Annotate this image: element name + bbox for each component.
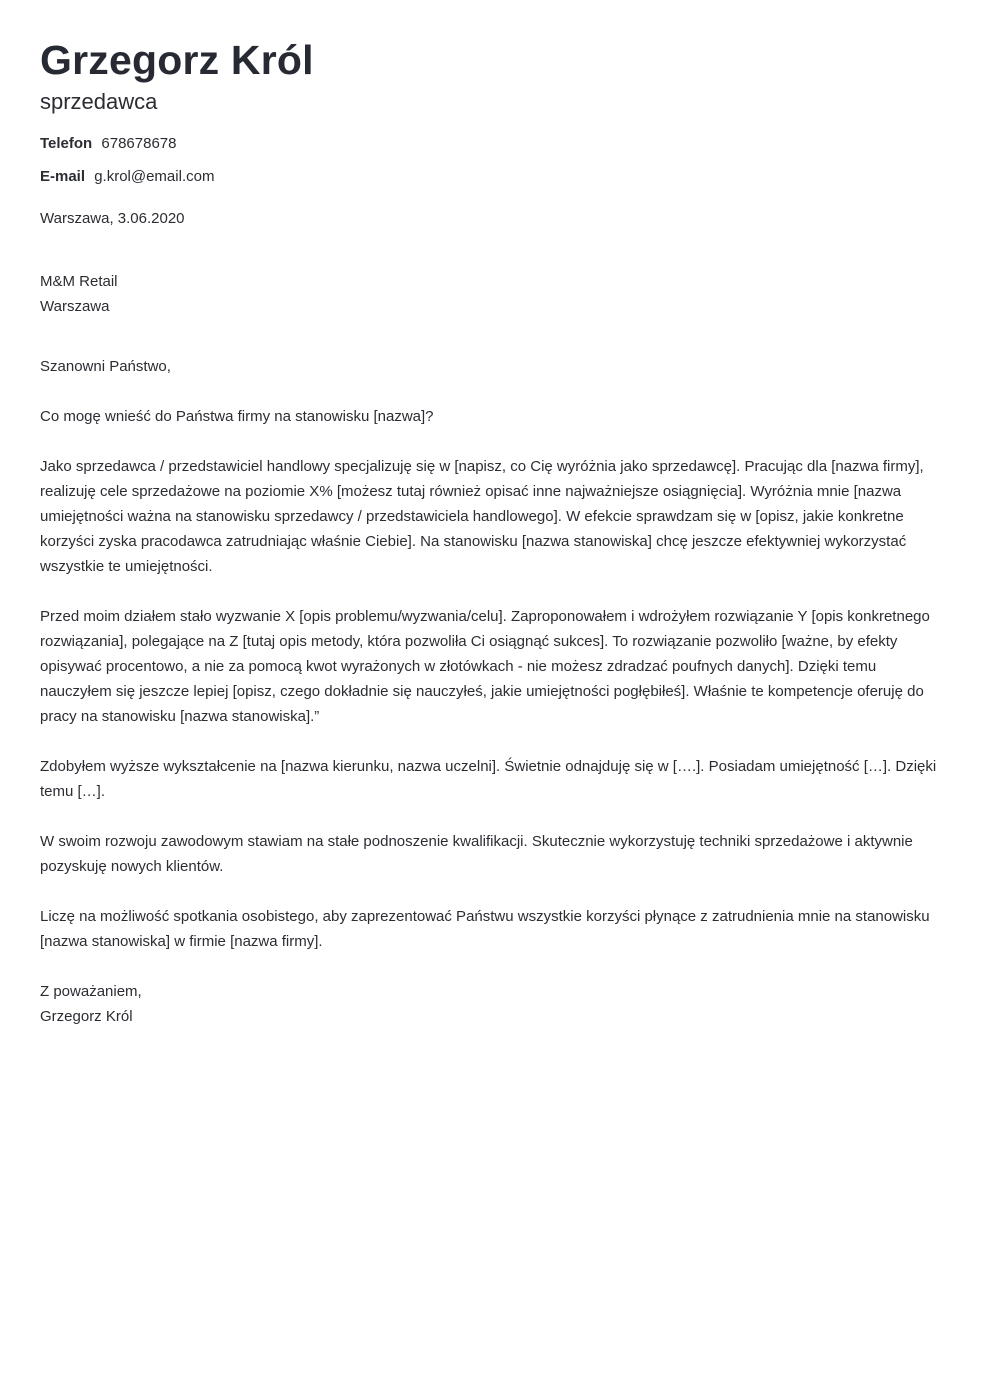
email-row <box>40 167 938 187</box>
recipient-block <box>40 269 938 319</box>
email-label: E-mail <box>40 168 86 185</box>
letter-date: Warszawa, 3.06.2020 <box>40 210 185 227</box>
phone-value: 678678678 <box>101 135 177 152</box>
paragraph-meeting-request: Liczę na możliwość spotkania osobistego, aby zaprezentować Państwu wszystkie korzyści płynące z zatrudnienia mnie na stanowisku [nazwa stanowiska] w firmie [nazwa firmy]. <box>40 908 930 950</box>
recipient-city: Warszawa <box>40 298 110 315</box>
phone-label: Telefon <box>40 135 93 152</box>
paragraph-challenge: Przed moim działem stało wyzwanie X [opis problemu/wyzwania/celu]. Zaproponowałem i wdrożyłem rozwiązanie Y [opis konkretnego rozwiązania], polegające na Z [tutaj opis metody, która pozwoliła Ci osiągnąć sukces]. To rozwiązanie pozwoliło [ważne, by efekty opisywać procentowo, a nie za pomocą kwot wyrażonych w złotówkach - nie możesz zdradzać poufnych danych]. Dzięki temu nauczyłem się jeszcze lepiej [opisz, czego dokładnie się nauczyłeś, jakie umiejętności pogłębiłeś]. Właśnie te kompetencje oferuję do pracy na stanowisku [nazwa stanowiska].” <box>40 608 930 725</box>
applicant-name: Grzegorz Król <box>40 37 314 83</box>
recipient-company: M&M Retail <box>40 273 118 290</box>
contact-block <box>40 134 938 187</box>
paragraph-education: Zdobyłem wyższe wykształcenie na [nazwa kierunku, nazwa uczelni]. Świetnie odnajduję się w [….]. Posiadam umiejętność […]. Dzięki temu […]. <box>40 758 937 800</box>
paragraph-development: W swoim rozwoju zawodowym stawiam na stałe podnoszenie kwalifikacji. Skutecznie wykorzystuję techniki sprzedażowe i aktywnie pozyskuję nowych klientów. <box>40 833 913 875</box>
letter-body <box>40 354 940 1029</box>
closing-phrase: Z poważaniem, <box>40 983 142 1000</box>
signature: Grzegorz Król <box>40 1008 133 1025</box>
salutation: Szanowni Państwo, <box>40 358 171 375</box>
email-value: g.krol@email.com <box>94 168 215 185</box>
paragraph-opening-question: Co mogę wnieść do Państwa firmy na stanowisku [nazwa]? <box>40 408 434 425</box>
paragraph-specialization: Jako sprzedawca / przedstawiciel handlowy specjalizuję się w [napisz, co Cię wyróżnia jako sprzedawcę]. Pracując dla [nazwa firmy], realizuję cele sprzedażowe na poziomie X% [możesz tutaj również opisać inne najważniejsze osiągnięcia]. Wyróżnia mnie [nazwa umiejętności ważna na stanowisku sprzedawcy / przedstawiciela handlowego]. W efekcie sprawdzam się w [opisz, jakie konkretne korzyści zyska pracodawca zatrudniając właśnie Ciebie]. Na stanowisku [nazwa stanowiska] chcę jeszcze efektywniej wykorzystać wszystkie te umiejętności. <box>40 458 924 575</box>
phone-row <box>40 134 938 154</box>
closing-block <box>40 979 940 1029</box>
applicant-position: sprzedawca <box>40 89 158 114</box>
